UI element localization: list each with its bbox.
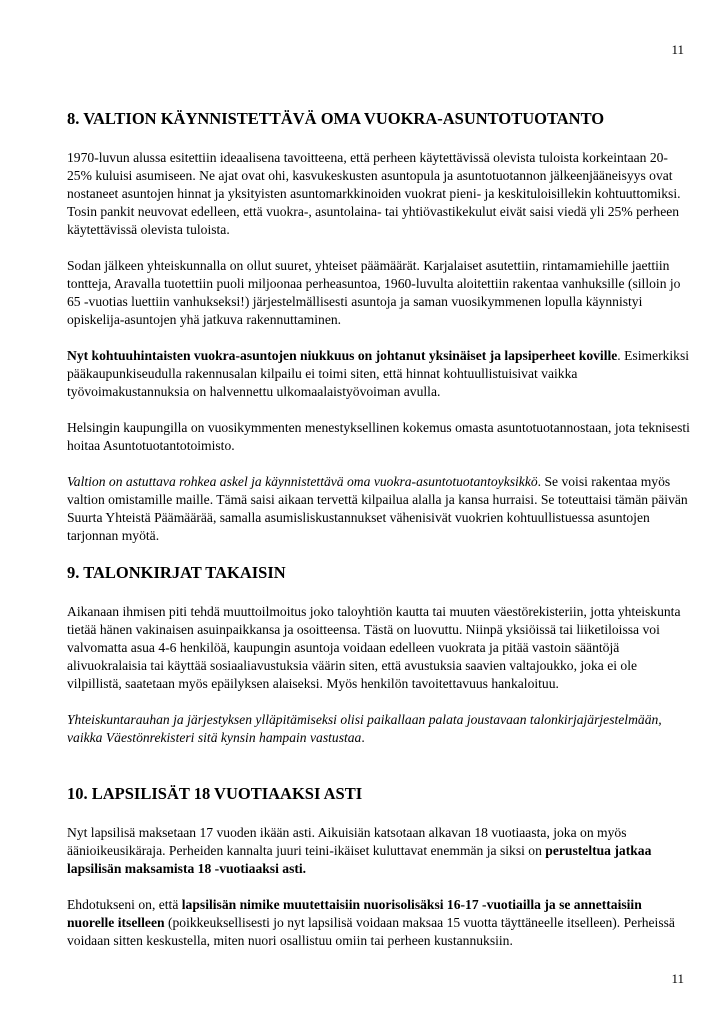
paragraph-text: (poikkeuksellisesti jo nyt lapsilisä voidaan maksaa 15 vuotta täyttäneelle itselleen). Perheissä voidaan sitten keskustella, miten nuori osallistuu omiin tai perheen kustannuksiin.: [67, 915, 675, 948]
section-heading: 10. LAPSILISÄT 18 VUOTIAAKSI ASTI: [67, 784, 363, 803]
bold-text: perusteltua jatkaa lapsilisän maksamista 18 -vuotiaaksi asti.: [67, 843, 652, 876]
paragraph-text: .: [361, 730, 365, 745]
section-9: [67, 563, 692, 747]
paragraph: [67, 149, 692, 239]
section-heading: 8. VALTION KÄYNNISTETTÄVÄ OMA VUOKRA-ASUNTOTUOTANTO: [67, 109, 605, 128]
section-8: [67, 109, 692, 545]
italic-text: Yhteiskuntarauhan ja järjestyksen ylläpitämiseksi olisi paikallaan palata joustavaan talonkirjajärjestelmään, vaikka Väestönrekisteri sitä kynsin hampain vastustaa: [67, 712, 662, 745]
paragraph-text: . Esimerkiksi pääkaupunkiseudulla rakennusalan kilpailu ei toimi siten, että hinnat kohtuullistuisivat vaikka työvoimakustannuksia on halvennettu ulkomaalaistyövoiman avulla.: [67, 348, 690, 399]
section-10: [67, 784, 692, 950]
page-content: [67, 109, 692, 968]
paragraph: [67, 603, 692, 693]
paragraph-text: Nyt lapsilisä maksetaan 17 vuoden ikään asti. Aikuisiän katsotaan alkavan 18 vuotiaasta, joka on myös äänioikeusikäraja. Perheiden kannalta juuri teini-ikäiset kuluttavat enemmän ja siksi on: [67, 825, 627, 858]
page-number-top: 11: [671, 42, 684, 57]
bold-text: lapsilisän nimike muutettaisiin nuorisolisäksi 16-17 -vuotiailla ja se annettaisiin nuorelle itselleen: [67, 897, 642, 930]
paragraph: [67, 419, 692, 455]
paragraph-text: Ehdotukseni on, että: [67, 897, 182, 912]
paragraph: [67, 347, 692, 401]
paragraph-text: Aikanaan ihmisen piti tehdä muuttoilmoitus joko taloyhtiön kautta tai muuten väestörekisteriin, jotta yhteiskunta tietää hänen vakinaisen asuinpaikkansa ja osoitteensa. Tästä on luovuttu. Niinpä yksiöissä tai liiketiloissa voi valvomatta asua 4-6 henkilöä, kaupungin asuntoja voidaan edelleen vuokrata ja pitää vastoin sääntöjä alivuokralaisia tai käyttää sosiaaliavustuksia väärin siten, että avustuksia saavien valtajoukko, joka ei ole vilpillistä, saatetaan myös epäilyksen alaiseksi. Myös henkilön tavoitettavuus hankaloituu.: [67, 604, 681, 691]
paragraph: [67, 824, 692, 878]
section-heading: 9. TALONKIRJAT TAKAISIN: [67, 563, 286, 582]
bold-text: Nyt kohtuuhintaisten vuokra-asuntojen niukkuus on johtanut yksinäiset ja lapsiperheet koville: [67, 348, 618, 363]
italic-text: Valtion on astuttava rohkea askel ja käynnistettävä oma vuokra-asuntotuotantoyksikkö: [67, 474, 538, 489]
paragraph-text: . Se voisi rakentaa myös valtion omistamille maille. Tämä saisi aikaan tervettä kilpailua alalla ja kansa hurraisi. Se toteuttaisi tämän päivän Suurta Yhteistä Päämäärää, samalla asumisliskustannukset vähenisivät vuokrien kohtuullistuessa asuntojen tarjonnan myötä.: [67, 474, 688, 543]
page-number-bottom: 11: [671, 971, 684, 986]
paragraph: [67, 257, 692, 329]
paragraph: [67, 711, 692, 747]
paragraph-text: 1970-luvun alussa esitettiin ideaalisena tavoitteena, että perheen käytettävissä olevista tuloista korkeintaan 20-25% kuluisi asumiseen. Ne ajat ovat ohi, kasvukeskusten asuntopula ja asuntotuotannon jälkeenjääneisyys ovat nostaneet asuntojen hinnat ja yksityisten asuntomarkkinoiden vuokrat pieni- ja keskituloisillekin kohtuuttomiksi. Tosin pankit neuvovat edelleen, että vuokra-, asuntolaina- tai yhtiövastikekulut eivät saisi viedä yli 25% perheen käytettävissä olevista tuloista.: [67, 150, 681, 237]
paragraph: [67, 473, 692, 545]
paragraph-text: Helsingin kaupungilla on vuosikymmenten menestyksellinen kokemus omasta asuntotuotannostaan, jota teknisesti hoitaa Asuntotuotantotoimisto.: [67, 420, 690, 453]
paragraph-text: Sodan jälkeen yhteiskunnalla on ollut suuret, yhteiset päämäärät. Karjalaiset asutettiin, rintamamiehille jaettiin tontteja, Aravalla tuotettiin puoli miljoonaa perheasuntoa, 1960-luvulta aloitettiin rakentaa vanhuksille (silloin jo 65 -vuotias luettiin vanhukseksi!) järjestelmällisesti asuntoja ja saman vuosikymmenen lopulla käynnistyi opiskelija-asuntojen yhä jatkuva rakennuttaminen.: [67, 258, 681, 327]
paragraph: [67, 896, 692, 950]
